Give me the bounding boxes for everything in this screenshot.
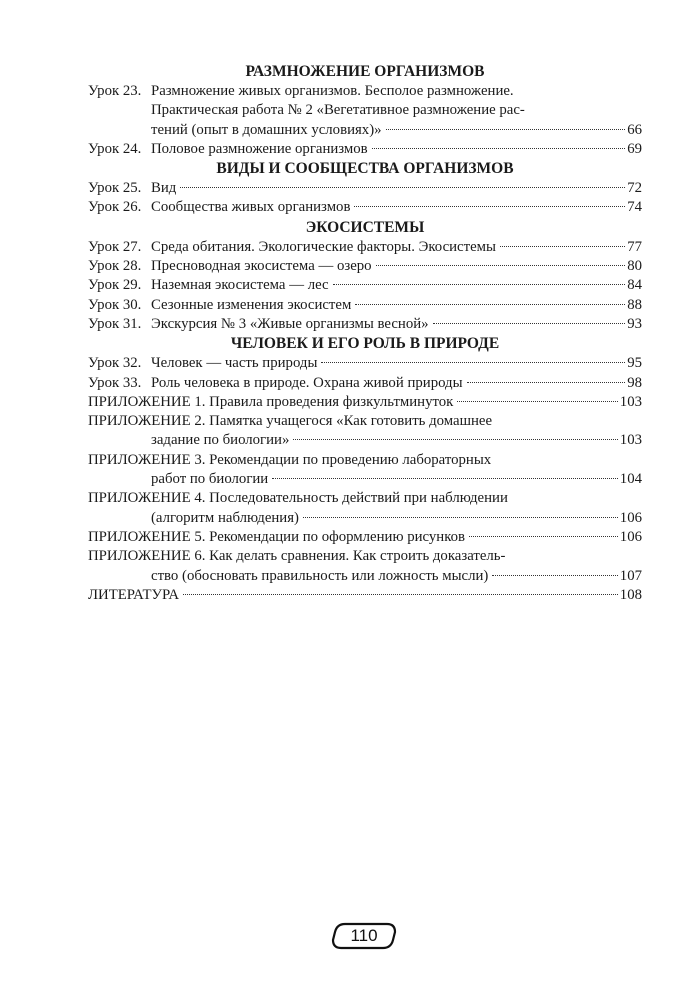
toc-entry-body <box>88 586 642 605</box>
toc-entry-line <box>151 567 642 586</box>
appendix-entry <box>88 489 642 528</box>
dot-leader <box>321 362 625 363</box>
toc-page-number: 88 <box>627 296 642 313</box>
toc-entry-text: тений (опыт в домашних условиях)» <box>151 121 382 138</box>
toc-entry-line <box>151 354 642 373</box>
lesson-number: Урок 31. <box>88 315 142 332</box>
dot-leader <box>180 187 625 188</box>
dot-leader <box>433 323 626 324</box>
toc-entry <box>88 296 642 315</box>
toc-entry <box>88 257 642 276</box>
section-title: ЭКОСИСТЕМЫ <box>305 218 425 236</box>
toc-page-number: 72 <box>627 180 642 197</box>
toc-entry-body <box>151 296 642 315</box>
toc-entry-text: ПРИЛОЖЕНИЕ 3. Рекомендации по проведению лабораторных <box>88 451 492 468</box>
appendix-entry <box>88 547 642 586</box>
toc-entry-line <box>88 393 642 412</box>
toc-entry-line <box>151 257 642 276</box>
toc-page-number: 77 <box>627 238 642 255</box>
toc-entry-text: Экскурсия № 3 «Живые организмы весной» <box>151 315 429 332</box>
toc-page-number: 104 <box>619 471 642 488</box>
toc-page-number: 74 <box>627 199 642 216</box>
section-title: РАЗМНОЖЕНИЕ ОРГАНИЗМОВ <box>245 63 485 80</box>
toc-page-number: 103 <box>619 432 642 449</box>
section-title: ВИДЫ И СООБЩЕСТВА ОРГАНИЗМОВ <box>216 160 514 178</box>
toc-entry-text: ПРИЛОЖЕНИЕ 6. Как делать сравнения. Как строить доказатель- <box>88 548 506 565</box>
dot-leader <box>293 439 617 440</box>
dot-leader <box>469 536 618 537</box>
toc-entry-text: ПРИЛОЖЕНИЕ 4. Последовательность действий при наблюдении <box>88 490 508 507</box>
toc-page-number: 107 <box>619 567 642 584</box>
toc-page-number: 69 <box>627 140 642 157</box>
toc-entry-body <box>88 393 642 412</box>
toc-entry-body <box>151 140 642 159</box>
appendix-entry <box>88 451 642 490</box>
toc-entry-text: ство (обосновать правильность или ложность мысли) <box>151 567 489 584</box>
page-number: 110 <box>350 926 378 945</box>
toc-entry-line <box>151 198 642 217</box>
lesson-number: Урок 32. <box>88 355 142 372</box>
toc-entry-line <box>151 238 642 257</box>
toc-entry-body <box>88 528 642 547</box>
toc-entry-line <box>151 121 642 140</box>
dot-leader <box>500 246 625 247</box>
toc-entry-text: (алгоритм наблюдения) <box>151 509 299 526</box>
toc-entry-body <box>88 412 642 451</box>
lesson-number: Урок 27. <box>88 238 142 255</box>
toc-entry-line <box>151 140 642 159</box>
toc-entry-text: ПРИЛОЖЕНИЕ 1. Правила проведения физкультминуток <box>88 393 454 410</box>
toc-entry <box>88 82 642 140</box>
toc-entry-text: Вид <box>151 180 177 197</box>
toc-entry <box>88 198 642 217</box>
section-title: ЧЕЛОВЕК И ЕГО РОЛЬ В ПРИРОДЕ <box>230 335 500 353</box>
toc-entry-line <box>151 276 642 295</box>
dot-leader <box>355 304 625 305</box>
toc-entry-text: Человек — часть природы <box>151 355 318 372</box>
toc-page-number: 106 <box>619 509 642 526</box>
toc-entry-line <box>151 509 642 528</box>
toc-page-number: 108 <box>619 586 642 603</box>
lesson-number: Урок 26. <box>88 199 142 216</box>
lesson-number: Урок 28. <box>88 258 142 275</box>
toc-page-number: 95 <box>627 355 642 372</box>
toc-entry-text: Наземная экосистема — лес <box>151 277 329 294</box>
toc-entry <box>88 140 642 159</box>
dot-leader <box>386 129 626 130</box>
toc-entry-body <box>151 198 642 217</box>
dot-leader <box>457 401 617 402</box>
toc-entry-text: Сезонные изменения экосистем <box>151 296 352 313</box>
toc-entry-body <box>151 179 642 198</box>
toc-entry-line <box>151 431 642 450</box>
appendix-entry <box>88 586 642 605</box>
toc-entry-line <box>88 528 642 547</box>
toc-entry-text: ПРИЛОЖЕНИЕ 5. Рекомендации по оформлению рисунков <box>88 528 466 545</box>
toc-entry-text: Размножение живых организмов. Бесполое размножение. <box>151 83 514 99</box>
dot-leader <box>372 148 626 149</box>
toc-entry-line <box>88 586 642 605</box>
dot-leader <box>272 478 618 479</box>
toc-page-number: 103 <box>619 393 642 410</box>
toc-entry-text: ЛИТЕРАТУРА <box>88 586 180 603</box>
toc-entry-text: Роль человека в природе. Охрана живой природы <box>151 374 463 391</box>
toc-entry <box>88 179 642 198</box>
toc-entry <box>88 374 642 393</box>
appendix-entry <box>88 528 642 547</box>
table-of-contents <box>88 62 642 605</box>
lesson-number: Урок 33. <box>88 374 142 391</box>
dot-leader <box>467 382 626 383</box>
dot-leader <box>303 517 618 518</box>
dot-leader <box>183 594 618 595</box>
toc-entry-text: Практическая работа № 2 «Вегетативное размножение рас- <box>151 102 525 119</box>
toc-entry-body <box>151 315 642 334</box>
toc-page-number: 106 <box>619 528 642 545</box>
toc-entry-line <box>151 374 642 393</box>
toc-entry-line <box>151 179 642 198</box>
toc-entry-text: ПРИЛОЖЕНИЕ 2. Памятка учащегося «Как готовить домашнее <box>88 413 493 430</box>
toc-page-number: 66 <box>627 121 642 138</box>
toc-entry-body <box>151 238 642 257</box>
lesson-number: Урок 25. <box>88 180 142 197</box>
dot-leader <box>492 575 617 576</box>
toc-entry-text: Сообщества живых организмов <box>151 199 351 216</box>
dot-leader <box>354 206 625 207</box>
lesson-number: Урок 30. <box>88 296 142 313</box>
toc-entry-line <box>151 315 642 334</box>
toc-entry-line <box>151 296 642 315</box>
toc-page-number: 98 <box>627 374 642 391</box>
toc-entry <box>88 354 642 373</box>
toc-page-number: 93 <box>627 315 642 332</box>
toc-page-number: 84 <box>627 277 642 294</box>
toc-entry-body <box>151 82 642 140</box>
appendix-entry <box>88 393 642 412</box>
toc-entry-body <box>151 276 642 295</box>
appendix-entry <box>88 412 642 451</box>
dot-leader <box>333 284 626 285</box>
toc-entry-body <box>151 257 642 276</box>
toc-entry-body <box>88 451 642 490</box>
lesson-number: Урок 29. <box>88 277 142 294</box>
toc-entry-text: работ по биологии <box>151 471 269 488</box>
toc-entry-body <box>151 374 642 393</box>
page-number-badge <box>331 922 397 950</box>
toc-entry-body <box>88 547 642 586</box>
toc-entry <box>88 315 642 334</box>
toc-entry <box>88 276 642 295</box>
toc-entry-body <box>151 354 642 373</box>
toc-entry-text: задание по биологии» <box>151 432 290 449</box>
toc-entry-line <box>151 470 642 489</box>
toc-entry-body <box>88 489 642 528</box>
lesson-number: Урок 24. <box>88 140 142 157</box>
toc-entry-text: Среда обитания. Экологические факторы. Экосистемы <box>151 238 496 255</box>
dot-leader <box>376 265 626 266</box>
lesson-number: Урок 23. <box>88 83 142 99</box>
toc-entry <box>88 238 642 257</box>
toc-page-number: 80 <box>627 258 642 275</box>
toc-entry-text: Половое размножение организмов <box>151 140 368 157</box>
toc-entry-text: Пресноводная экосистема — озеро <box>151 258 372 275</box>
